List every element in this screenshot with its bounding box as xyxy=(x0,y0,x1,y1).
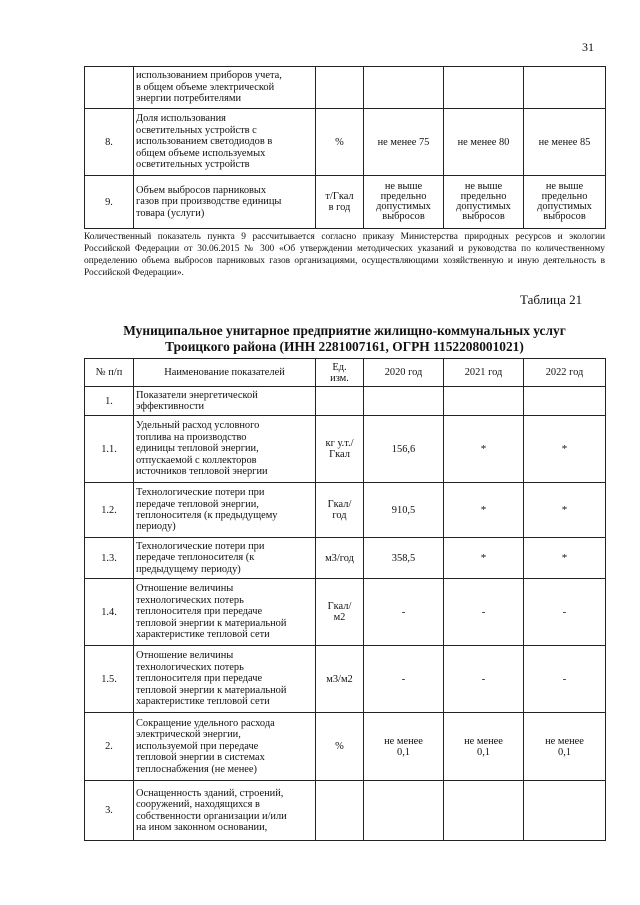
indicator-name-line: использованием приборов учета, xyxy=(136,70,282,82)
table-row xyxy=(85,646,606,713)
row-number: 1.2. xyxy=(85,483,134,538)
unit-line: год xyxy=(332,510,347,521)
footnote: Количественный показатель пункта 9 рассчитывается согласно приказу Министерства природных ресурсов и экологии Российской Федерации от 30.06.2015 № 300 «Об утверждении методических указаний и руководства по количественному определению объема выбросов парниковых газов организациями, осуществляющими хозяйственную и иную деятельность в Российской Федерации». xyxy=(84,232,605,278)
value-2021 xyxy=(444,67,524,109)
indicators-table-continued xyxy=(84,66,606,229)
unit-cell xyxy=(316,781,364,841)
unit-line: изм. xyxy=(330,372,349,384)
value-line: не менее xyxy=(384,735,423,747)
value-line: 0,1 xyxy=(558,746,571,758)
indicator-name-line: осветительных устройств с xyxy=(136,124,257,136)
unit-line: % xyxy=(335,741,344,752)
value-line: не выше xyxy=(545,181,584,192)
value-2020 xyxy=(364,538,444,579)
indicator-name-line: осветительных устройств xyxy=(136,159,250,171)
row-number xyxy=(85,67,134,109)
indicator-name-line: Доля использования xyxy=(136,113,226,125)
indicator-name-line: используемой при передаче xyxy=(136,740,259,752)
value-2020 xyxy=(364,781,444,841)
indicator-name-line: теплоносителя при передаче xyxy=(136,673,263,685)
value-line: выбросов xyxy=(382,211,425,222)
indicator-name xyxy=(134,387,316,416)
unit-line: в год xyxy=(328,202,351,213)
value-2021 xyxy=(444,579,524,646)
table-row xyxy=(85,781,606,841)
value-line: - xyxy=(401,673,406,685)
value-line: предельно xyxy=(541,191,588,202)
unit-cell xyxy=(316,416,364,483)
value-2020: не менее 75 xyxy=(364,109,444,176)
indicator-name-line: тепловой энергии к материальной xyxy=(136,617,287,629)
unit-line: Ед. xyxy=(332,361,347,373)
row-number: 9. xyxy=(85,176,134,229)
indicator-name-line: периоду) xyxy=(136,521,176,533)
value-line: предельно xyxy=(460,191,507,202)
indicators-table xyxy=(84,358,606,841)
unit-line: м3/год xyxy=(325,552,354,564)
unit-cell: % xyxy=(316,109,364,176)
indicator-name-line: газов при производстве единицы xyxy=(136,196,282,208)
unit-line: Гкал/ xyxy=(327,601,352,612)
indicator-name-line: Показатели энергетической xyxy=(136,389,258,401)
indicator-name-line: характеристике тепловой сети xyxy=(136,629,270,641)
value-2022 xyxy=(524,387,606,416)
value-2022 xyxy=(524,416,606,483)
unit-line: м2 xyxy=(333,612,346,623)
value-line: 0,1 xyxy=(397,746,410,758)
value-2020 xyxy=(364,579,444,646)
value-2022 xyxy=(524,483,606,538)
unit-cell xyxy=(316,646,364,713)
row-number: 1. xyxy=(85,387,134,416)
indicator-name-line: Технологические потери при xyxy=(136,487,265,499)
table-row xyxy=(85,67,606,109)
column-header-2020: 2020 год xyxy=(364,359,444,387)
indicator-name xyxy=(134,579,316,646)
indicator-name-line: Технологические потери при xyxy=(136,540,265,552)
value-line: - xyxy=(401,606,406,618)
unit-cell xyxy=(316,387,364,416)
value-line: - xyxy=(481,673,486,685)
page-number: 31 xyxy=(582,40,594,54)
unit-line: Гкал xyxy=(329,449,350,460)
value-line: выбросов xyxy=(543,211,586,222)
indicator-name-line: теплоносителя при передаче xyxy=(136,606,263,618)
indicator-name-line: Объем выбросов парниковых xyxy=(136,184,267,196)
value-line: - xyxy=(562,606,567,618)
unit-cell xyxy=(316,67,364,109)
value-2021 xyxy=(444,713,524,781)
indicator-name-line: энергии потребителями xyxy=(136,93,242,105)
indicator-name-line: эффективности xyxy=(136,401,205,412)
value-line: * xyxy=(480,552,487,564)
value-line: допустимых xyxy=(456,201,511,212)
indicator-name-line: Отношение величины xyxy=(136,650,234,662)
value-2022 xyxy=(524,538,606,579)
indicator-name-line: характеристике тепловой сети xyxy=(136,696,270,708)
value-line: 0,1 xyxy=(477,746,490,758)
value-line: не выше xyxy=(464,181,503,192)
indicator-name-line: тепловой энергии в системах xyxy=(136,752,265,764)
indicator-name xyxy=(134,781,316,841)
value-2021 xyxy=(444,781,524,841)
value-2021 xyxy=(444,646,524,713)
indicator-name-line: передаче теплоносителя (к xyxy=(136,552,255,564)
unit-cell xyxy=(316,713,364,781)
value-2022: не менее 85 xyxy=(524,109,606,176)
indicator-name-line: товара (услуги) xyxy=(136,207,205,219)
value-2021 xyxy=(444,483,524,538)
value-line: предельно xyxy=(380,191,427,202)
indicator-name xyxy=(134,538,316,579)
table-row xyxy=(85,109,606,176)
value-line: 358,5 xyxy=(391,552,416,564)
value-2022 xyxy=(524,713,606,781)
value-line: * xyxy=(480,504,487,516)
indicator-name-line: сооружений, находящихся в xyxy=(136,799,260,811)
row-number: 2. xyxy=(85,713,134,781)
indicator-name xyxy=(134,713,316,781)
column-header-unit xyxy=(316,359,364,387)
indicator-name-line: собственности организации и/или xyxy=(136,810,287,822)
column-header-2021: 2021 год xyxy=(444,359,524,387)
column-header-2022: 2022 год xyxy=(524,359,606,387)
value-line: допустимых xyxy=(376,201,431,212)
indicator-name-line: электрической энергии, xyxy=(136,729,241,741)
heading-line: Муниципальное унитарное предприятие жилищно-коммунальных услуг xyxy=(123,323,566,338)
unit-line: т/Гкал xyxy=(325,191,354,202)
indicator-name xyxy=(134,67,316,109)
value-line: - xyxy=(562,673,567,685)
indicator-name-line: использованием светодиодов в xyxy=(136,136,273,148)
table-row xyxy=(85,483,606,538)
value-line: не менее xyxy=(464,735,503,747)
value-line: * xyxy=(561,504,568,516)
value-2022 xyxy=(524,67,606,109)
indicator-name-line: Сокращение удельного расхода xyxy=(136,717,275,729)
indicator-name xyxy=(134,109,316,176)
value-2022 xyxy=(524,176,606,229)
indicator-name xyxy=(134,176,316,229)
value-2021: не менее 80 xyxy=(444,109,524,176)
organization-heading xyxy=(84,323,605,355)
indicator-name-line: единицы тепловой энергии, xyxy=(136,443,259,455)
value-line: * xyxy=(561,443,568,455)
row-number: 3. xyxy=(85,781,134,841)
indicator-name-line: передаче тепловой энергии, xyxy=(136,498,259,510)
value-line: допустимых xyxy=(537,201,592,212)
value-2022 xyxy=(524,579,606,646)
value-2020 xyxy=(364,646,444,713)
table-row xyxy=(85,713,606,781)
value-line: * xyxy=(561,552,568,564)
value-2022 xyxy=(524,781,606,841)
indicator-name-line: Удельный расход условного xyxy=(136,420,260,432)
indicator-name-line: теплоснабжения (не менее) xyxy=(136,763,257,775)
table-body xyxy=(85,387,606,841)
indicator-name-line: технологических потерь xyxy=(136,594,244,606)
indicator-name-line: тепловой энергии к материальной xyxy=(136,684,287,696)
value-2020 xyxy=(364,176,444,229)
indicator-name xyxy=(134,483,316,538)
indicator-name xyxy=(134,646,316,713)
value-2020 xyxy=(364,387,444,416)
table-header-row xyxy=(85,359,606,387)
value-2021 xyxy=(444,387,524,416)
indicator-name-line: Отношение величины xyxy=(136,583,234,595)
table-row xyxy=(85,579,606,646)
row-number: 1.3. xyxy=(85,538,134,579)
table-row xyxy=(85,538,606,579)
column-header-number: № п/п xyxy=(85,359,134,387)
value-line: выбросов xyxy=(462,211,505,222)
unit-cell xyxy=(316,483,364,538)
row-number: 1.1. xyxy=(85,416,134,483)
value-2021 xyxy=(444,538,524,579)
heading-line: Троицкого района (ИНН 2281007161, ОГРН 1152208001021) xyxy=(165,339,524,354)
table-row xyxy=(85,176,606,229)
value-2022 xyxy=(524,646,606,713)
value-line: не выше xyxy=(384,181,423,192)
value-2021 xyxy=(444,176,524,229)
indicator-name-line: на ином законном основании, xyxy=(136,821,268,833)
unit-cell xyxy=(316,176,364,229)
value-line: - xyxy=(481,606,486,618)
table-row xyxy=(85,387,606,416)
indicator-name-line: общем объеме используемых xyxy=(136,147,266,159)
row-number: 1.5. xyxy=(85,646,134,713)
unit-line: Гкал/ xyxy=(327,499,352,510)
row-number: 8. xyxy=(85,109,134,176)
indicator-name-line: технологических потерь xyxy=(136,661,244,673)
unit-cell xyxy=(316,579,364,646)
value-2020 xyxy=(364,713,444,781)
indicator-name-line: предыдущему периоду) xyxy=(136,563,241,575)
unit-cell xyxy=(316,538,364,579)
table-row xyxy=(85,416,606,483)
indicator-name-line: теплоносителя (к предыдущему xyxy=(136,510,278,521)
value-line: 156,6 xyxy=(391,443,416,455)
value-2020 xyxy=(364,483,444,538)
value-2020 xyxy=(364,67,444,109)
value-line: не менее xyxy=(545,735,584,747)
table-caption: Таблица 21 xyxy=(520,292,583,307)
value-line: * xyxy=(480,443,487,455)
indicator-name-line: Оснащенность зданий, строений, xyxy=(136,787,284,799)
unit-line: кг у.т./ xyxy=(325,438,354,449)
indicator-name-line: в общем объеме электрической xyxy=(136,81,275,93)
indicator-name xyxy=(134,416,316,483)
value-2020 xyxy=(364,416,444,483)
indicator-name-line: топлива на производство xyxy=(136,431,247,443)
indicator-name-line: источников тепловой энергии xyxy=(136,466,268,478)
value-line: 910,5 xyxy=(391,504,416,516)
unit-line: м3/м2 xyxy=(326,673,353,685)
column-header-name: Наименование показателей xyxy=(134,359,316,387)
row-number: 1.4. xyxy=(85,579,134,646)
indicator-name-line: отпускаемой с коллекторов xyxy=(136,454,257,466)
value-2021 xyxy=(444,416,524,483)
